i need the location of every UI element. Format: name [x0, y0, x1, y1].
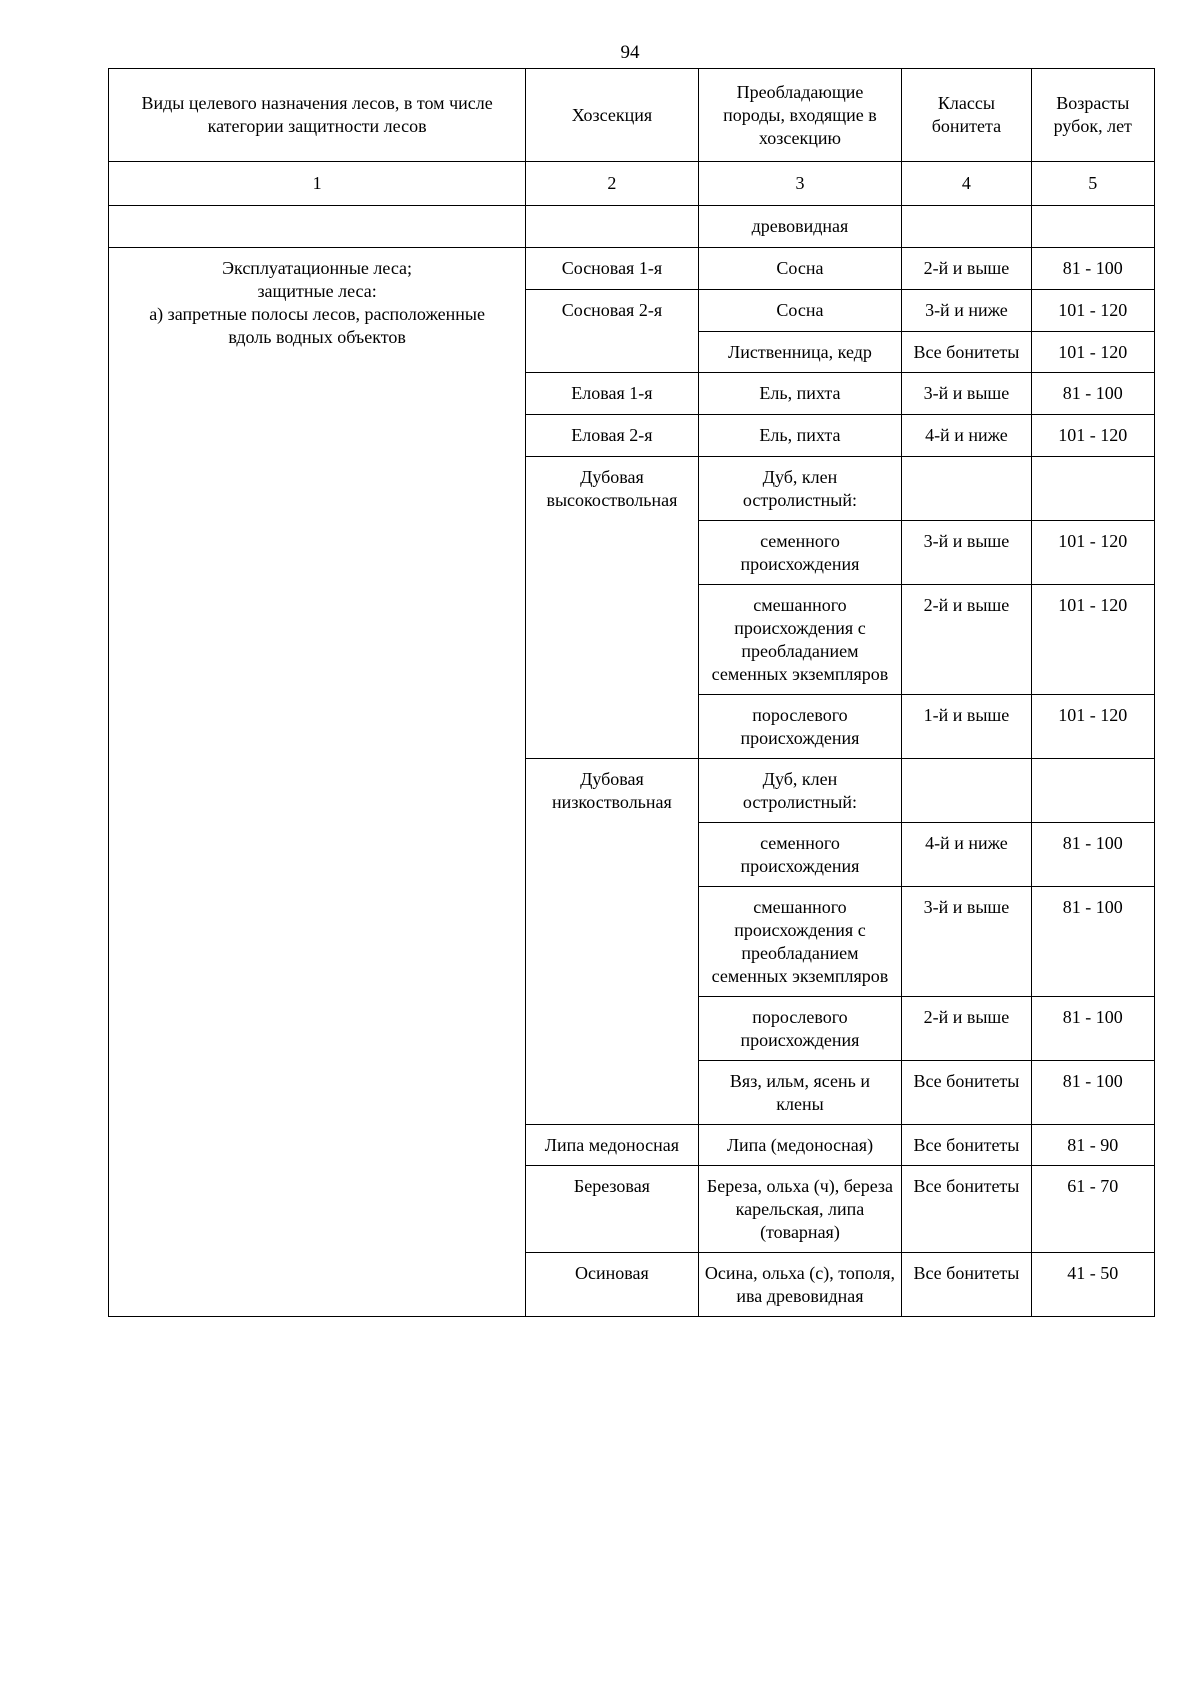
page-number: 94: [620, 42, 640, 63]
species-cell: древовидная: [698, 206, 902, 248]
age-cell: 101 - 120: [1031, 585, 1154, 695]
species-cell: семенного происхождения: [698, 823, 902, 887]
age-cell: 81 - 100: [1031, 1061, 1154, 1125]
species-cell: Ель, пихта: [698, 415, 902, 457]
bonitet-cell: Все бонитеты: [902, 1253, 1031, 1317]
section-cell: Липа медоносная: [526, 1125, 698, 1166]
bonitet-cell: Все бонитеты: [902, 1061, 1031, 1125]
bonitet-cell: 3-й и выше: [902, 373, 1031, 415]
bonitet-cell: 3-й и выше: [902, 887, 1031, 997]
age-cell: 101 - 120: [1031, 415, 1154, 457]
forest-type-line: а) запретные полосы лесов, расположенные: [149, 304, 485, 324]
species-cell: Береза, ольха (ч), береза карельская, липа (товарная): [698, 1166, 902, 1253]
bonitet-cell: Все бонитеты: [902, 1166, 1031, 1253]
species-cell: смешанного происхождения с преобладанием семенных экземпляров: [698, 585, 902, 695]
section-cell: Дубовая высокоствольная: [526, 457, 698, 759]
table-cell-empty: [1031, 206, 1154, 248]
header-section: Хозсекция: [526, 69, 698, 162]
age-cell: 81 - 100: [1031, 373, 1154, 415]
header-cutting-age: Возрасты рубок, лет: [1031, 69, 1154, 162]
age-cell: 81 - 100: [1031, 248, 1154, 290]
age-cell: [1031, 457, 1154, 521]
bonitet-cell: 1-й и выше: [902, 695, 1031, 759]
bonitet-cell: [902, 457, 1031, 521]
section-cell: Сосновая 1-я: [526, 248, 698, 290]
species-cell: Дуб, клен остролистный:: [698, 759, 902, 823]
forest-cutting-age-table: [108, 68, 1155, 1317]
bonitet-cell: 2-й и выше: [902, 997, 1031, 1061]
section-cell: Дубовая низкоствольная: [526, 759, 698, 1125]
age-cell: 101 - 120: [1031, 521, 1154, 585]
table-row: [109, 206, 1155, 248]
age-cell: 101 - 120: [1031, 332, 1154, 373]
table-cell-empty: [526, 206, 698, 248]
species-cell: Сосна: [698, 290, 902, 332]
column-number: 3: [698, 162, 902, 206]
bonitet-cell: 3-й и выше: [902, 521, 1031, 585]
age-cell: 81 - 100: [1031, 997, 1154, 1061]
species-cell: смешанного происхождения с преобладанием семенных экземпляров: [698, 887, 902, 997]
section-cell: Березовая: [526, 1166, 698, 1253]
age-cell: 81 - 100: [1031, 823, 1154, 887]
bonitet-cell: Все бонитеты: [902, 1125, 1031, 1166]
species-cell: семенного происхождения: [698, 521, 902, 585]
species-cell: Вяз, ильм, ясень и клены: [698, 1061, 902, 1125]
bonitet-cell: 4-й и ниже: [902, 823, 1031, 887]
section-cell: Еловая 2-я: [526, 415, 698, 457]
age-cell: 81 - 100: [1031, 887, 1154, 997]
bonitet-cell: 2-й и выше: [902, 248, 1031, 290]
forest-type-line: защитные леса:: [257, 281, 377, 301]
bonitet-cell: Все бонитеты: [902, 332, 1031, 373]
section-cell: Осиновая: [526, 1253, 698, 1317]
table-cell-empty: [109, 206, 526, 248]
species-cell: Осина, ольха (с), тополя, ива древовидная: [698, 1253, 902, 1317]
species-cell: Лиственница, кедр: [698, 332, 902, 373]
species-cell: Сосна: [698, 248, 902, 290]
age-cell: 101 - 120: [1031, 695, 1154, 759]
species-cell: Дуб, клен остролистный:: [698, 457, 902, 521]
column-number: 2: [526, 162, 698, 206]
bonitet-cell: [902, 759, 1031, 823]
column-number: 4: [902, 162, 1031, 206]
age-cell: 41 - 50: [1031, 1253, 1154, 1317]
column-number: 5: [1031, 162, 1154, 206]
bonitet-cell: 2-й и выше: [902, 585, 1031, 695]
column-number: 1: [109, 162, 526, 206]
section-cell: Еловая 1-я: [526, 373, 698, 415]
section-cell: Сосновая 2-я: [526, 290, 698, 373]
header-bonitet: Классы бонитета: [902, 69, 1031, 162]
age-cell: 101 - 120: [1031, 290, 1154, 332]
forest-type-cell: [109, 248, 526, 1317]
species-cell: Ель, пихта: [698, 373, 902, 415]
species-cell: Липа (медоносная): [698, 1125, 902, 1166]
species-cell: порослевого происхождения: [698, 997, 902, 1061]
bonitet-cell: 4-й и ниже: [902, 415, 1031, 457]
header-species: Преобладающие породы, входящие в хозсекцию: [698, 69, 902, 162]
table-row: [109, 248, 1155, 290]
table-cell-empty: [902, 206, 1031, 248]
forest-type-line: Эксплуатационные леса;: [222, 258, 413, 278]
forest-type-line: вдоль водных объектов: [228, 327, 406, 347]
bonitet-cell: 3-й и ниже: [902, 290, 1031, 332]
header-forest-purpose: Виды целевого назначения лесов, в том числе категории защитности лесов: [109, 69, 526, 162]
column-number-row: [109, 162, 1155, 206]
table-header-row: [109, 69, 1155, 162]
age-cell: 81 - 90: [1031, 1125, 1154, 1166]
age-cell: 61 - 70: [1031, 1166, 1154, 1253]
age-cell: [1031, 759, 1154, 823]
species-cell: порослевого происхождения: [698, 695, 902, 759]
